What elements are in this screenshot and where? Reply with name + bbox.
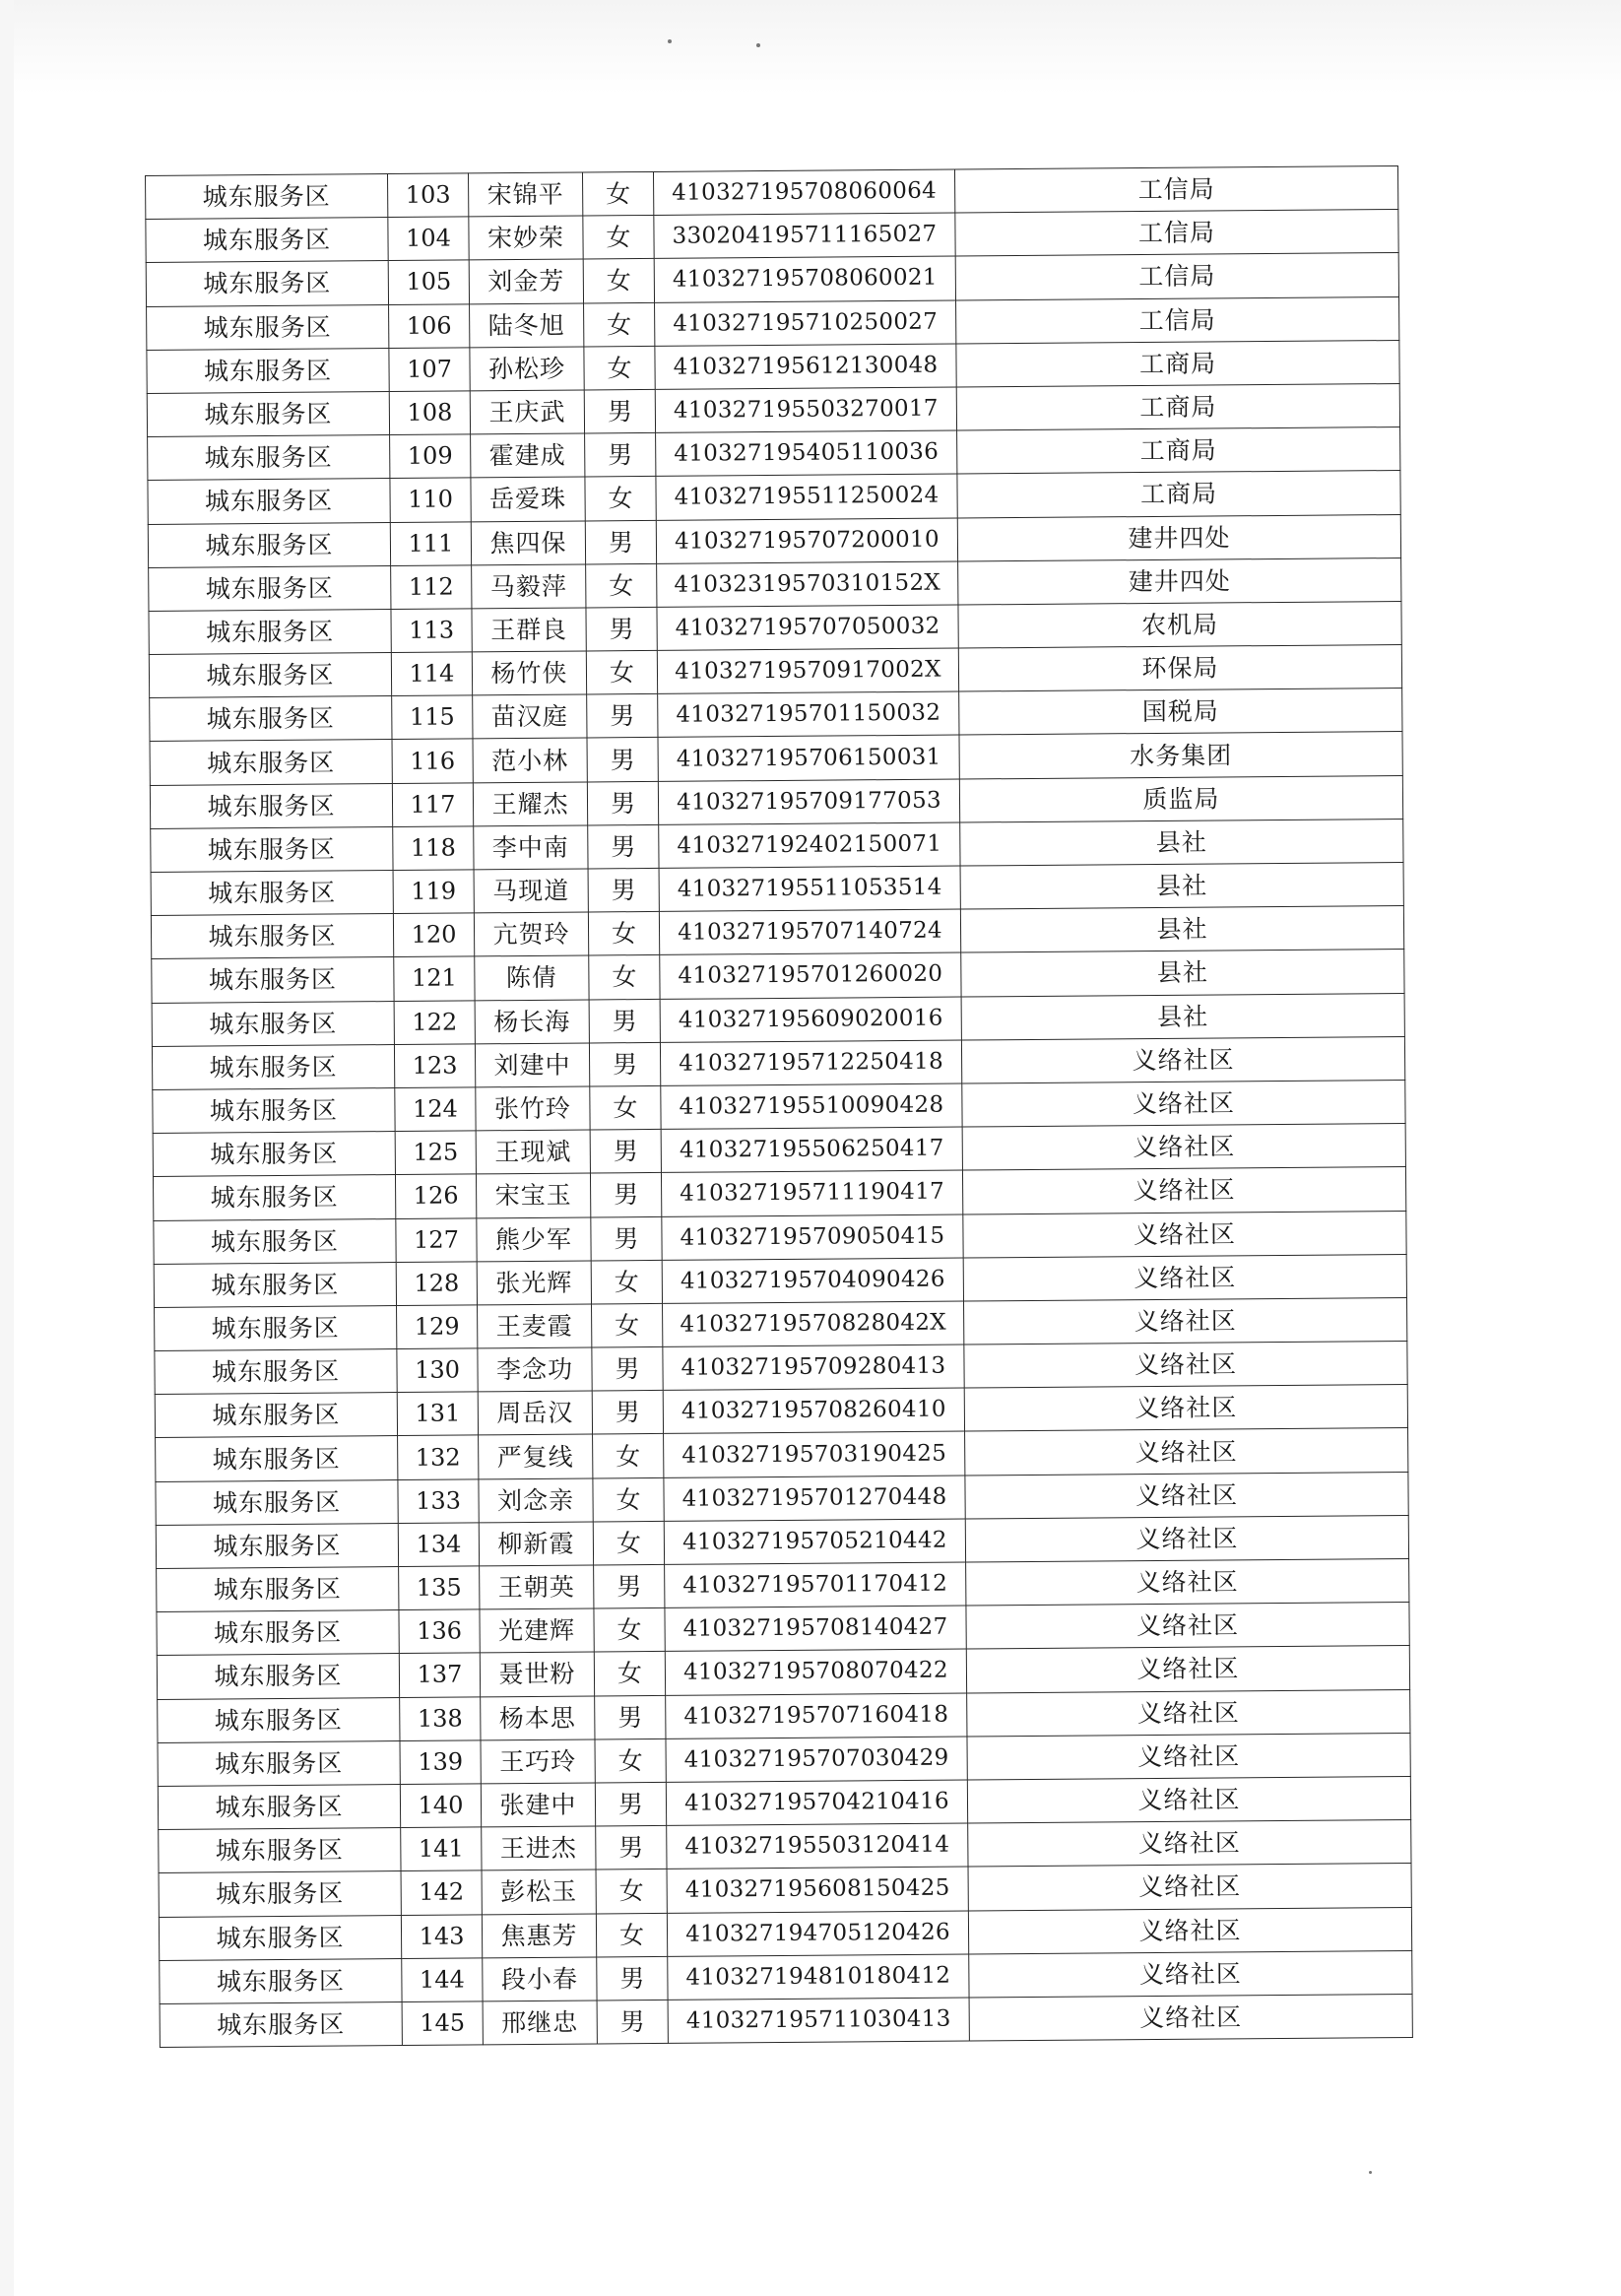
- id-number-cell: 410327194705120426: [667, 1910, 968, 1956]
- work-unit-cell: 义络社区: [968, 1820, 1411, 1868]
- work-unit-cell: 国税局: [959, 689, 1402, 736]
- person-name-cell: 刘念亲: [479, 1478, 593, 1523]
- id-number-cell: 410327195709280413: [663, 1345, 964, 1391]
- person-name-cell: 王巧玲: [481, 1739, 595, 1784]
- id-number-cell: 410327195707050032: [657, 605, 958, 651]
- work-unit-cell: 义络社区: [962, 1124, 1405, 1171]
- person-name-cell: 李中南: [474, 825, 588, 870]
- serial-number-cell: 140: [400, 1784, 481, 1828]
- gender-cell: 男: [587, 738, 658, 782]
- service-area-cell: 城东服务区: [160, 1958, 402, 2003]
- serial-number-cell: 108: [389, 391, 470, 435]
- gender-cell: 女: [586, 650, 657, 694]
- service-area-cell: 城东服务区: [154, 1218, 396, 1264]
- gender-cell: 女: [593, 1477, 664, 1522]
- person-name-cell: 王进杰: [482, 1826, 596, 1870]
- person-name-cell: 焦惠芳: [482, 1913, 596, 1957]
- serial-number-cell: 136: [399, 1609, 480, 1654]
- id-number-cell: 410327192402150071: [659, 822, 960, 869]
- id-number-cell: 410327195708060064: [653, 169, 954, 216]
- id-number-cell: 410327195707200010: [656, 518, 957, 564]
- serial-number-cell: 129: [397, 1305, 478, 1349]
- serial-number-cell: 124: [395, 1087, 476, 1132]
- serial-number-cell: 135: [399, 1566, 480, 1610]
- service-area-cell: 城东服务区: [155, 1305, 397, 1350]
- work-unit-cell: 义络社区: [963, 1254, 1406, 1301]
- serial-number-cell: 113: [391, 609, 472, 653]
- work-unit-cell: 义络社区: [969, 1950, 1412, 1998]
- work-unit-cell: 义络社区: [963, 1211, 1406, 1258]
- service-area-cell: 城东服务区: [146, 218, 388, 263]
- service-area-cell: 城东服务区: [155, 1393, 397, 1438]
- person-name-cell: 亢贺玲: [474, 912, 588, 956]
- scan-speck: [1369, 2171, 1372, 2174]
- id-number-cell: 410327195708060021: [654, 256, 955, 302]
- serial-number-cell: 119: [393, 870, 474, 914]
- id-number-cell: 410327195707030429: [666, 1737, 967, 1783]
- gender-cell: 女: [594, 1652, 665, 1696]
- person-name-cell: 周岳汉: [478, 1391, 592, 1435]
- gender-cell: 男: [587, 694, 658, 739]
- serial-number-cell: 110: [390, 478, 471, 522]
- serial-number-cell: 106: [389, 303, 470, 348]
- service-area-cell: 城东服务区: [150, 783, 392, 828]
- id-number-cell: 410327195708140427: [665, 1606, 966, 1652]
- person-name-cell: 岳爱珠: [471, 477, 585, 521]
- gender-cell: 男: [591, 1216, 662, 1261]
- gender-cell: 男: [586, 607, 657, 651]
- table-row: [160, 1994, 1412, 2047]
- service-area-cell: 城东服务区: [158, 1697, 400, 1742]
- serial-number-cell: 126: [395, 1174, 476, 1218]
- serial-number-cell: 111: [390, 521, 471, 565]
- serial-number-cell: 131: [397, 1392, 478, 1436]
- gender-cell: 女: [585, 477, 656, 521]
- work-unit-cell: 义络社区: [966, 1646, 1409, 1693]
- work-unit-cell: 工商局: [956, 383, 1399, 430]
- person-name-cell: 王庆武: [470, 390, 584, 434]
- service-area-cell: 城东服务区: [147, 348, 389, 393]
- gender-cell: 女: [583, 216, 654, 260]
- service-area-cell: 城东服务区: [152, 957, 394, 1003]
- gender-cell: 男: [585, 433, 656, 478]
- serial-number-cell: 144: [402, 1958, 483, 2002]
- person-name-cell: 杨竹侠: [472, 651, 586, 695]
- id-number-cell: 410327195709050415: [662, 1214, 963, 1261]
- person-name-cell: 陈倩: [475, 955, 589, 1000]
- gender-cell: 女: [593, 1434, 664, 1478]
- id-number-cell: 410327195503120414: [667, 1823, 968, 1870]
- roster-table: [145, 165, 1413, 2048]
- service-area-cell: 城东服务区: [148, 479, 390, 524]
- roster-table-container: [145, 165, 1412, 2048]
- service-area-cell: 城东服务区: [157, 1654, 399, 1699]
- id-number-cell: 410327195405110036: [656, 430, 957, 477]
- gender-cell: 男: [592, 1391, 663, 1435]
- id-number-cell: 410327195612130048: [655, 344, 956, 390]
- service-area-cell: 城东服务区: [159, 1871, 401, 1917]
- serial-number-cell: 141: [401, 1827, 482, 1871]
- person-name-cell: 杨本思: [481, 1696, 595, 1740]
- person-name-cell: 严复线: [479, 1434, 593, 1478]
- id-number-cell: 410327195711190417: [661, 1170, 962, 1216]
- id-number-cell: 410327194810180412: [668, 1954, 969, 2001]
- service-area-cell: 城东服务区: [157, 1610, 399, 1656]
- gender-cell: 男: [588, 824, 659, 869]
- person-name-cell: 孙松珍: [470, 347, 584, 391]
- service-area-cell: 城东服务区: [152, 1044, 394, 1089]
- serial-number-cell: 114: [391, 652, 472, 696]
- service-area-cell: 城东服务区: [150, 740, 392, 785]
- service-area-cell: 城东服务区: [159, 1915, 401, 1960]
- work-unit-cell: 工商局: [956, 340, 1399, 387]
- work-unit-cell: 质监局: [959, 775, 1402, 822]
- id-number-cell: 410327195506250417: [661, 1127, 962, 1173]
- serial-number-cell: 130: [397, 1348, 478, 1393]
- gender-cell: 男: [587, 781, 658, 825]
- serial-number-cell: 116: [392, 739, 473, 783]
- work-unit-cell: 义络社区: [965, 1515, 1408, 1562]
- gender-cell: 男: [597, 1956, 668, 2001]
- serial-number-cell: 138: [400, 1696, 481, 1740]
- serial-number-cell: 103: [387, 173, 468, 218]
- work-unit-cell: 工信局: [956, 296, 1399, 344]
- gender-cell: 男: [595, 1695, 666, 1739]
- service-area-cell: 城东服务区: [156, 1436, 398, 1481]
- gender-cell: 男: [588, 868, 659, 912]
- gender-cell: 女: [595, 1738, 666, 1783]
- serial-number-cell: 132: [398, 1435, 479, 1479]
- id-number-cell: 410327195706150031: [658, 735, 959, 781]
- serial-number-cell: 142: [401, 1870, 482, 1915]
- work-unit-cell: 义络社区: [964, 1297, 1407, 1345]
- service-area-cell: 城东服务区: [149, 609, 391, 654]
- serial-number-cell: 143: [401, 1914, 482, 1958]
- person-name-cell: 张建中: [481, 1783, 595, 1827]
- gender-cell: 男: [590, 1130, 661, 1174]
- serial-number-cell: 139: [400, 1740, 481, 1785]
- work-unit-cell: 县社: [961, 950, 1404, 997]
- work-unit-cell: 义络社区: [967, 1733, 1410, 1780]
- work-unit-cell: 工商局: [957, 427, 1400, 475]
- service-area-cell: 城东服务区: [146, 174, 388, 220]
- id-number-cell: 410327195705210442: [664, 1519, 965, 1565]
- work-unit-cell: 义络社区: [967, 1776, 1410, 1823]
- service-area-cell: 城东服务区: [151, 871, 393, 916]
- id-number-cell: 410327195510090428: [661, 1083, 962, 1130]
- roster-table-body: [146, 166, 1413, 2048]
- service-area-cell: 城东服务区: [149, 565, 391, 611]
- person-name-cell: 彭松玉: [482, 1870, 596, 1914]
- person-name-cell: 霍建成: [471, 433, 585, 478]
- id-number-cell: 410327195708260410: [663, 1388, 964, 1434]
- work-unit-cell: 建井四处: [958, 558, 1401, 605]
- serial-number-cell: 107: [389, 348, 470, 392]
- work-unit-cell: 义络社区: [968, 1864, 1411, 1911]
- service-area-cell: 城东服务区: [153, 1175, 395, 1220]
- gender-cell: 女: [592, 1303, 663, 1347]
- serial-number-cell: 117: [392, 783, 473, 827]
- id-number-cell: 41032719570917002X: [657, 648, 958, 694]
- serial-number-cell: 127: [396, 1217, 477, 1262]
- id-number-cell: 410327195712250418: [660, 1040, 961, 1086]
- gender-cell: 男: [595, 1782, 666, 1826]
- person-name-cell: 熊少军: [477, 1216, 591, 1261]
- work-unit-cell: 义络社区: [964, 1385, 1407, 1432]
- person-name-cell: 李念功: [478, 1347, 592, 1392]
- scan-speck: [756, 43, 760, 47]
- gender-cell: 女: [582, 171, 653, 216]
- person-name-cell: 马毅萍: [472, 564, 586, 609]
- service-area-cell: 城东服务区: [159, 1828, 401, 1873]
- service-area-cell: 城东服务区: [156, 1479, 398, 1525]
- service-area-cell: 城东服务区: [151, 914, 393, 959]
- gender-cell: 男: [596, 1826, 667, 1870]
- serial-number-cell: 109: [390, 434, 471, 479]
- serial-number-cell: 128: [396, 1262, 477, 1306]
- person-name-cell: 王耀杰: [473, 782, 587, 826]
- work-unit-cell: 县社: [960, 906, 1403, 953]
- serial-number-cell: 105: [388, 260, 469, 304]
- person-name-cell: 范小林: [473, 738, 587, 782]
- serial-number-cell: 118: [393, 826, 474, 871]
- person-name-cell: 张光辉: [477, 1261, 591, 1305]
- gender-cell: 男: [594, 1564, 665, 1608]
- work-unit-cell: 水务集团: [959, 732, 1402, 779]
- service-area-cell: 城东服务区: [157, 1567, 399, 1612]
- gender-cell: 女: [584, 302, 655, 347]
- work-unit-cell: 义络社区: [967, 1689, 1410, 1737]
- id-number-cell: 410327195609020016: [660, 997, 961, 1043]
- service-area-cell: 城东服务区: [147, 304, 389, 350]
- serial-number-cell: 125: [395, 1131, 476, 1175]
- gender-cell: 男: [585, 520, 656, 564]
- work-unit-cell: 建井四处: [957, 514, 1400, 561]
- service-area-cell: 城东服务区: [158, 1740, 400, 1786]
- person-name-cell: 宋宝玉: [476, 1173, 590, 1217]
- serial-number-cell: 123: [394, 1044, 475, 1088]
- id-number-cell: 410327195701260020: [660, 952, 961, 999]
- service-area-cell: 城东服务区: [148, 435, 390, 481]
- work-unit-cell: 环保局: [958, 645, 1401, 692]
- work-unit-cell: 义络社区: [961, 1036, 1404, 1083]
- person-name-cell: 刘建中: [475, 1043, 589, 1087]
- serial-number-cell: 145: [402, 2001, 483, 2046]
- scan-speck: [668, 39, 672, 43]
- service-area-cell: 城东服务区: [154, 1262, 396, 1307]
- service-area-cell: 城东服务区: [146, 261, 388, 306]
- work-unit-cell: 义络社区: [966, 1603, 1409, 1650]
- scan-top-shadow: [0, 0, 1621, 94]
- work-unit-cell: 义络社区: [969, 1994, 1412, 2041]
- person-name-cell: 王现斌: [476, 1130, 590, 1174]
- id-number-cell: 410327195708070422: [665, 1649, 966, 1695]
- gender-cell: 女: [596, 1913, 667, 1957]
- serial-number-cell: 122: [394, 1000, 475, 1044]
- gender-cell: 女: [584, 346, 655, 390]
- service-area-cell: 城东服务区: [151, 826, 393, 872]
- person-name-cell: 王朝英: [480, 1565, 594, 1609]
- id-number-cell: 410327195703190425: [664, 1431, 965, 1477]
- gender-cell: 男: [589, 1042, 660, 1086]
- serial-number-cell: 115: [392, 695, 473, 740]
- gender-cell: 女: [589, 955, 660, 1000]
- person-name-cell: 光建辉: [480, 1608, 594, 1653]
- service-area-cell: 城东服务区: [153, 1087, 395, 1133]
- service-area-cell: 城东服务区: [153, 1132, 395, 1177]
- work-unit-cell: 义络社区: [965, 1428, 1408, 1476]
- work-unit-cell: 县社: [960, 862, 1403, 909]
- id-number-cell: 410327195707160418: [666, 1693, 967, 1739]
- service-area-cell: 城东服务区: [149, 653, 391, 698]
- id-number-cell: 410327195503270017: [655, 387, 956, 433]
- service-area-cell: 城东服务区: [147, 391, 389, 436]
- service-area-cell: 城东服务区: [156, 1523, 398, 1568]
- service-area-cell: 城东服务区: [155, 1349, 397, 1395]
- work-unit-cell: 义络社区: [964, 1342, 1407, 1389]
- gender-cell: 女: [596, 1870, 667, 1914]
- id-number-cell: 410327195704210416: [666, 1780, 967, 1826]
- gender-cell: 女: [590, 1085, 661, 1130]
- scan-left-edge: [0, 0, 14, 2296]
- serial-number-cell: 121: [394, 956, 475, 1001]
- id-number-cell: 330204195711165027: [654, 213, 955, 259]
- work-unit-cell: 义络社区: [966, 1558, 1409, 1606]
- service-area-cell: 城东服务区: [158, 1784, 400, 1829]
- gender-cell: 男: [584, 389, 655, 433]
- service-area-cell: 城东服务区: [150, 696, 392, 742]
- person-name-cell: 苗汉庭: [473, 694, 587, 739]
- person-name-cell: 陆冬旭: [470, 303, 584, 348]
- id-number-cell: 410327195701270448: [664, 1476, 965, 1522]
- service-area-cell: 城东服务区: [152, 1001, 394, 1046]
- gender-cell: 女: [591, 1260, 662, 1304]
- serial-number-cell: 120: [393, 913, 474, 957]
- gender-cell: 男: [592, 1346, 663, 1391]
- work-unit-cell: 县社: [961, 993, 1404, 1040]
- service-area-cell: 城东服务区: [160, 2001, 402, 2047]
- id-number-cell: 410327195701150032: [658, 691, 959, 738]
- serial-number-cell: 112: [391, 565, 472, 610]
- work-unit-cell: 工信局: [955, 253, 1398, 300]
- person-name-cell: 宋锦平: [468, 172, 582, 217]
- serial-number-cell: 133: [398, 1479, 479, 1524]
- person-name-cell: 柳新霞: [479, 1522, 593, 1566]
- work-unit-cell: 义络社区: [968, 1907, 1411, 1954]
- id-number-cell: 410327195511250024: [656, 474, 957, 520]
- id-number-cell: 410327195511053514: [659, 866, 960, 912]
- work-unit-cell: 义络社区: [962, 1080, 1405, 1127]
- person-name-cell: 段小春: [483, 1957, 597, 2001]
- id-number-cell: 41032319570310152X: [657, 561, 958, 608]
- gender-cell: 女: [588, 912, 659, 956]
- gender-cell: 女: [594, 1608, 665, 1653]
- person-name-cell: 张竹玲: [476, 1086, 590, 1131]
- gender-cell: 男: [589, 999, 660, 1043]
- serial-number-cell: 134: [398, 1523, 479, 1567]
- gender-cell: 男: [590, 1173, 661, 1217]
- work-unit-cell: 工信局: [954, 166, 1397, 214]
- person-name-cell: 焦四保: [471, 520, 585, 564]
- work-unit-cell: 县社: [960, 819, 1403, 866]
- gender-cell: 女: [586, 563, 657, 608]
- gender-cell: 女: [583, 259, 654, 303]
- person-name-cell: 王群良: [472, 608, 586, 652]
- person-name-cell: 王麦霞: [478, 1304, 592, 1348]
- work-unit-cell: 义络社区: [962, 1167, 1405, 1214]
- id-number-cell: 410327195701170412: [665, 1562, 966, 1608]
- person-name-cell: 杨长海: [475, 1000, 589, 1044]
- work-unit-cell: 工信局: [955, 210, 1398, 257]
- id-number-cell: 410327195608150425: [667, 1867, 968, 1913]
- id-number-cell: 410327195711030413: [668, 1998, 969, 2044]
- person-name-cell: 聂世粉: [480, 1652, 594, 1696]
- serial-number-cell: 137: [399, 1653, 480, 1697]
- id-number-cell: 410327195704090426: [662, 1258, 963, 1304]
- serial-number-cell: 104: [388, 217, 469, 261]
- person-name-cell: 邢继忠: [483, 2001, 597, 2045]
- work-unit-cell: 工商局: [957, 471, 1400, 518]
- person-name-cell: 宋妙荣: [469, 216, 583, 260]
- gender-cell: 男: [597, 2000, 668, 2044]
- person-name-cell: 刘金芳: [469, 259, 583, 303]
- gender-cell: 女: [593, 1521, 664, 1565]
- id-number-cell: 410327195709177053: [658, 779, 959, 825]
- id-number-cell: 41032719570828042X: [663, 1301, 964, 1347]
- id-number-cell: 410327195710250027: [655, 300, 956, 347]
- service-area-cell: 城东服务区: [148, 522, 390, 567]
- work-unit-cell: 义络社区: [965, 1472, 1408, 1519]
- work-unit-cell: 农机局: [958, 601, 1401, 648]
- id-number-cell: 410327195707140724: [659, 909, 960, 955]
- person-name-cell: 马现道: [474, 869, 588, 913]
